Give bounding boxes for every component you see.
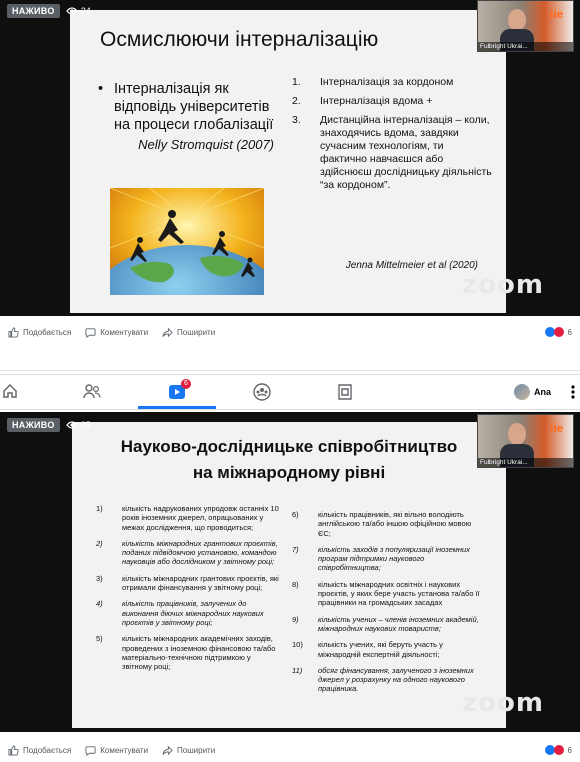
like-button[interactable]	[8, 745, 71, 756]
slide-right-citation: Jenna Mittelmeier et al (2020)	[345, 260, 478, 271]
love-reaction-icon	[554, 327, 564, 337]
live-indicator	[7, 4, 91, 18]
pages-icon	[337, 383, 353, 401]
love-reaction-icon	[554, 745, 564, 755]
bullet: •	[98, 81, 104, 97]
share-label: Поширити	[177, 327, 216, 337]
thumbs-up-icon	[8, 745, 19, 756]
share-icon	[162, 327, 173, 338]
like-label: Подобається	[23, 327, 72, 337]
iie-logo: iie	[550, 421, 564, 435]
reactions-summary[interactable]	[545, 745, 572, 755]
slide-title-line2: на міжнародному рівні	[192, 463, 386, 482]
nav-friends[interactable]	[83, 383, 101, 404]
eye-icon	[66, 7, 78, 15]
comment-icon	[85, 327, 96, 338]
groups-icon	[253, 383, 271, 401]
like-label: Подобається	[23, 745, 72, 755]
slide-left-text: Інтерналізація як відповідь університетів на процеси глобалізації	[114, 81, 274, 133]
profile-shortcut[interactable]	[514, 384, 551, 400]
like-button[interactable]	[8, 327, 71, 338]
slide-title: Осмислюючи інтерналізацію	[100, 28, 379, 51]
slide-right-list	[292, 76, 492, 192]
video-notification-badge: 6	[181, 379, 191, 389]
speaker-camera-thumbnail[interactable]	[477, 414, 574, 468]
list-text: Дистанційна інтерналізація – коли, знаходячись вдома, завдяки сучасним технологіям, ти фактично навчаєшся або здійснюєш дослідницьку діяльність “за кордоном”.	[320, 114, 492, 191]
list-number: 2.	[292, 95, 301, 107]
slide-left-list	[96, 504, 282, 678]
avatar	[514, 384, 530, 400]
nav-pages[interactable]	[337, 383, 353, 406]
comment-label: Коментувати	[100, 745, 149, 755]
viewer-count	[66, 420, 91, 430]
reactions-summary[interactable]	[545, 327, 572, 337]
list-item: 9) кількість учених – членів іноземних академій, міжнародних наукових товариств;	[292, 614, 479, 633]
viewer-count	[66, 6, 91, 16]
slide-right-list	[292, 510, 482, 701]
list-item: 10) кількість учених, які беруть участь у міжнародній експертній діяльності;	[292, 640, 443, 659]
live-badge: НАЖИВО	[7, 4, 60, 18]
viewer-count-value: 25	[80, 420, 91, 430]
comment-button[interactable]	[85, 745, 148, 756]
speaker-head	[508, 423, 526, 445]
slide-left-citation: Nelly Stromquist (2007)	[138, 137, 274, 152]
post-actions-2	[8, 742, 572, 758]
nav-home[interactable]	[2, 383, 18, 404]
live-badge: НАЖИВО	[7, 418, 60, 432]
right-list-item	[292, 95, 492, 108]
list-item: 1) кількість надрукованих упродовж останніх 10 років іноземних джерел, опрацьованих у межах дослідження, що проводиться;	[96, 504, 279, 532]
share-label: Поширити	[177, 745, 216, 755]
home-icon	[2, 383, 18, 399]
reactions-count: 6	[567, 745, 572, 755]
list-text: Інтерналізація за кордоном	[320, 76, 454, 88]
share-button[interactable]	[162, 745, 215, 756]
live-video-1[interactable]	[0, 0, 580, 316]
reactions-count: 6	[567, 327, 572, 337]
share-button[interactable]	[162, 327, 215, 338]
nav-more[interactable]	[566, 383, 580, 401]
camera-label: Fulbright Ukrai...	[478, 42, 573, 51]
slide-2	[72, 422, 506, 728]
comment-label: Коментувати	[100, 327, 149, 337]
slide-left-text-block	[98, 80, 274, 154]
post-actions-1	[8, 324, 572, 340]
nav-groups[interactable]	[253, 383, 271, 406]
nav-video[interactable]	[138, 375, 216, 409]
slide-title-line1: Науково-дослідницьке співробітництво	[120, 437, 458, 456]
list-number: 3.	[292, 114, 301, 126]
iie-logo: iie	[550, 7, 564, 21]
list-item: 3) кількість міжнародних грантових проєктів, які отримали фінансування у звітному році;	[96, 573, 279, 593]
list-item: 5) кількість міжнародних академічних заходів, проведених з іноземною фінансовою та/або матеріально-технічною підтримкою у звітному році;	[96, 634, 276, 672]
speaker-head	[508, 9, 526, 31]
live-indicator	[7, 418, 91, 432]
share-icon	[162, 745, 173, 756]
list-item: 2) кількість міжнародних грантових проєктів, поданих підвідомчою установою, командою науковців або дослідником у звітному році;	[96, 538, 278, 567]
list-item: 4) кількість працівників, залучених до виконання діючих міжнародних наукових проєктів у звітному році;	[96, 599, 264, 627]
friends-icon	[83, 383, 101, 399]
viewer-count-value: 24	[80, 6, 91, 16]
list-item: 11) обсяг фінансування, залученого з іноземних джерел у розрахунку на одного наукового працівника.	[292, 665, 474, 694]
eye-icon	[66, 421, 78, 429]
slide-1	[70, 10, 506, 313]
top-navbar	[0, 374, 580, 410]
right-list-item	[292, 114, 492, 192]
zoom-watermark: zoom	[462, 270, 544, 300]
camera-label: Fulbright Ukrai...	[478, 458, 573, 467]
zoom-watermark: zoom	[462, 688, 544, 718]
comment-button[interactable]	[85, 327, 148, 338]
profile-name: Ana	[534, 387, 552, 397]
list-text: Інтерналізація вдома +	[320, 95, 433, 107]
globalization-illustration	[110, 188, 264, 295]
speaker-camera-thumbnail[interactable]	[477, 0, 574, 52]
thumbs-up-icon	[8, 327, 19, 338]
right-list-item	[292, 76, 492, 89]
live-video-2[interactable]	[0, 412, 580, 732]
list-item: 6) кількість працівників, які вільно володіють англійською та/або іншою офіційною мовою ЄС;	[292, 510, 472, 538]
list-item: 7) кількість заходів з популяризації іноземних програм підтримки наукового співробітництва;	[292, 544, 470, 573]
more-icon	[566, 383, 580, 401]
comment-icon	[85, 745, 96, 756]
list-number: 1.	[292, 76, 301, 88]
list-item: 8) кількість міжнародних освітніх і наукових проєктів, у яких бере участь установа та/або її працівники на громадських засадах	[292, 579, 480, 608]
slide-title	[72, 434, 506, 486]
